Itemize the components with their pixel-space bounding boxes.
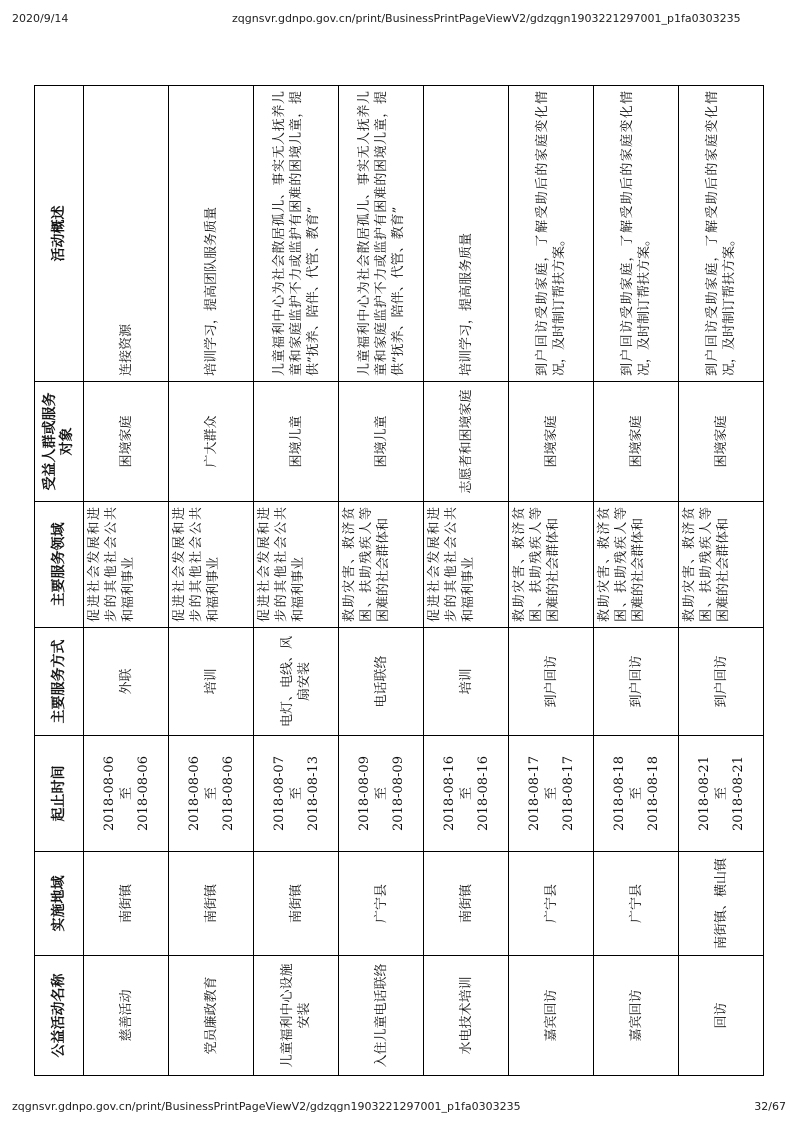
header-beneficiary: 受益人群或服务对象 <box>35 382 84 502</box>
to-label: 至 <box>713 787 729 801</box>
rotated-table-area <box>34 86 764 1076</box>
beneficiary: 困境家庭 <box>594 382 679 502</box>
start-date: 2018-08-18 <box>611 756 627 831</box>
region: 南街镇 <box>424 852 509 956</box>
table-row <box>679 86 764 1076</box>
activity-summary: 到户回访受助家庭，了解受助后的家庭变化情况，及时制订帮扶方案。 <box>679 86 764 382</box>
header-region: 实施地域 <box>35 852 84 956</box>
activity-name: 回访 <box>679 956 764 1076</box>
end-date: 2018-08-06 <box>220 756 236 831</box>
start-date: 2018-08-07 <box>271 756 287 831</box>
time-range <box>254 736 339 852</box>
to-label: 至 <box>458 787 474 801</box>
print-date: 2020/9/14 <box>12 12 69 25</box>
header-method: 主要服务方式 <box>35 628 84 736</box>
time-range <box>594 736 679 852</box>
beneficiary: 广大群众 <box>169 382 254 502</box>
activity-summary: 儿童福利中心为社会散居孤儿、事实无人抚养儿童和家庭监护不力或监护有困难的困境儿童，提供”抚养、陪伴、代管、教育” <box>339 86 424 382</box>
start-date: 2018-08-06 <box>101 756 117 831</box>
to-label: 至 <box>373 787 389 801</box>
start-date: 2018-08-21 <box>696 756 712 831</box>
beneficiary: 困境家庭 <box>84 382 169 502</box>
table-row <box>84 86 169 1076</box>
table-row <box>339 86 424 1076</box>
activity-name: 慈善活动 <box>84 956 169 1076</box>
end-date: 2018-08-21 <box>730 756 746 831</box>
time-range <box>339 736 424 852</box>
service-method: 外联 <box>84 628 169 736</box>
end-date: 2018-08-13 <box>305 756 321 831</box>
service-method: 电灯、电线、风扇安装 <box>254 628 339 736</box>
region: 南街镇、横山镇 <box>679 852 764 956</box>
service-method: 到户回访 <box>594 628 679 736</box>
activity-table <box>34 85 764 1076</box>
activity-summary: 到户回访受助家庭，了解受助后的家庭变化情况，及时制订帮扶方案。 <box>594 86 679 382</box>
table-header-row <box>35 86 84 1076</box>
table-row <box>509 86 594 1076</box>
end-date: 2018-08-16 <box>475 756 491 831</box>
activity-summary: 培训学习，提高团队服务质量 <box>169 86 254 382</box>
service-field: 救助灾害、救济贫困、扶助残疾人等困难的社会群体和 <box>339 502 424 628</box>
service-method: 电话联络 <box>339 628 424 736</box>
to-label: 至 <box>203 787 219 801</box>
service-field: 促进社会发展和进步的其他社会公共和福利事业 <box>254 502 339 628</box>
header-time: 起止时间 <box>35 736 84 852</box>
table-row <box>424 86 509 1076</box>
table-row <box>169 86 254 1076</box>
start-date: 2018-08-09 <box>356 756 372 831</box>
service-method: 培训 <box>169 628 254 736</box>
time-range <box>84 736 169 852</box>
time-range <box>169 736 254 852</box>
time-range <box>424 736 509 852</box>
activity-name: 党员廉政教育 <box>169 956 254 1076</box>
service-method: 到户回访 <box>509 628 594 736</box>
time-range <box>679 736 764 852</box>
beneficiary: 困境家庭 <box>679 382 764 502</box>
activity-summary: 到户回访受助家庭，了解受助后的家庭变化情况，及时制订帮扶方案。 <box>509 86 594 382</box>
service-field: 救助灾害、救济贫困、扶助残疾人等困难的社会群体和 <box>679 502 764 628</box>
activity-summary: 儿童福利中心为社会散居孤儿、事实无人抚养儿童和家庭监护不力或监护有困难的困境儿童，提供”抚养、陪伴、代管、教育” <box>254 86 339 382</box>
service-field: 救助灾害、救济贫困、扶助残疾人等困难的社会群体和 <box>509 502 594 628</box>
end-date: 2018-08-17 <box>560 756 576 831</box>
table-row <box>254 86 339 1076</box>
to-label: 至 <box>543 787 559 801</box>
header-summary: 活动概述 <box>35 86 84 382</box>
end-date: 2018-08-06 <box>135 756 151 831</box>
region: 南街镇 <box>169 852 254 956</box>
region: 广宁县 <box>509 852 594 956</box>
beneficiary: 困境儿童 <box>339 382 424 502</box>
service-field: 促进社会发展和进步的其他社会公共和福利事业 <box>424 502 509 628</box>
activity-name: 嘉宾回访 <box>594 956 679 1076</box>
page-number: 32/67 <box>754 1100 786 1113</box>
activity-name: 入住儿童电话联络 <box>339 956 424 1076</box>
service-field: 救助灾害、救济贫困、扶助残疾人等困难的社会群体和 <box>594 502 679 628</box>
table-row <box>594 86 679 1076</box>
service-method: 到户回访 <box>679 628 764 736</box>
region: 广宁县 <box>594 852 679 956</box>
header-field: 主要服务领域 <box>35 502 84 628</box>
service-field: 促进社会发展和进步的其他社会公共和福利事业 <box>169 502 254 628</box>
start-date: 2018-08-16 <box>441 756 457 831</box>
footer-url: zqgnsvr.gdnpo.gov.cn/print/BusinessPrintPageViewV2/gdzqgn1903221297001_p1fa0303235 <box>12 1100 521 1113</box>
header-url: zqgnsvr.gdnpo.gov.cn/print/BusinessPrintPageViewV2/gdzqgn1903221297001_p1fa0303235 <box>232 12 741 25</box>
to-label: 至 <box>288 787 304 801</box>
beneficiary: 困境儿童 <box>254 382 339 502</box>
header-activity-name: 公益活动名称 <box>35 956 84 1076</box>
service-field: 促进社会发展和进步的其他社会公共和福利事业 <box>84 502 169 628</box>
to-label: 至 <box>118 787 134 801</box>
start-date: 2018-08-06 <box>186 756 202 831</box>
activity-summary: 培训学习，提高服务质量 <box>424 86 509 382</box>
activity-name: 嘉宾回访 <box>509 956 594 1076</box>
service-method: 培训 <box>424 628 509 736</box>
activity-name: 儿童福利中心设施安装 <box>254 956 339 1076</box>
end-date: 2018-08-09 <box>390 756 406 831</box>
region: 南街镇 <box>254 852 339 956</box>
region: 广宁县 <box>339 852 424 956</box>
start-date: 2018-08-17 <box>526 756 542 831</box>
beneficiary: 志愿者和困境家庭 <box>424 382 509 502</box>
end-date: 2018-08-18 <box>645 756 661 831</box>
activity-summary: 连接资源 <box>84 86 169 382</box>
time-range <box>509 736 594 852</box>
region: 南街镇 <box>84 852 169 956</box>
activity-name: 水电技术培训 <box>424 956 509 1076</box>
to-label: 至 <box>628 787 644 801</box>
beneficiary: 困境家庭 <box>509 382 594 502</box>
